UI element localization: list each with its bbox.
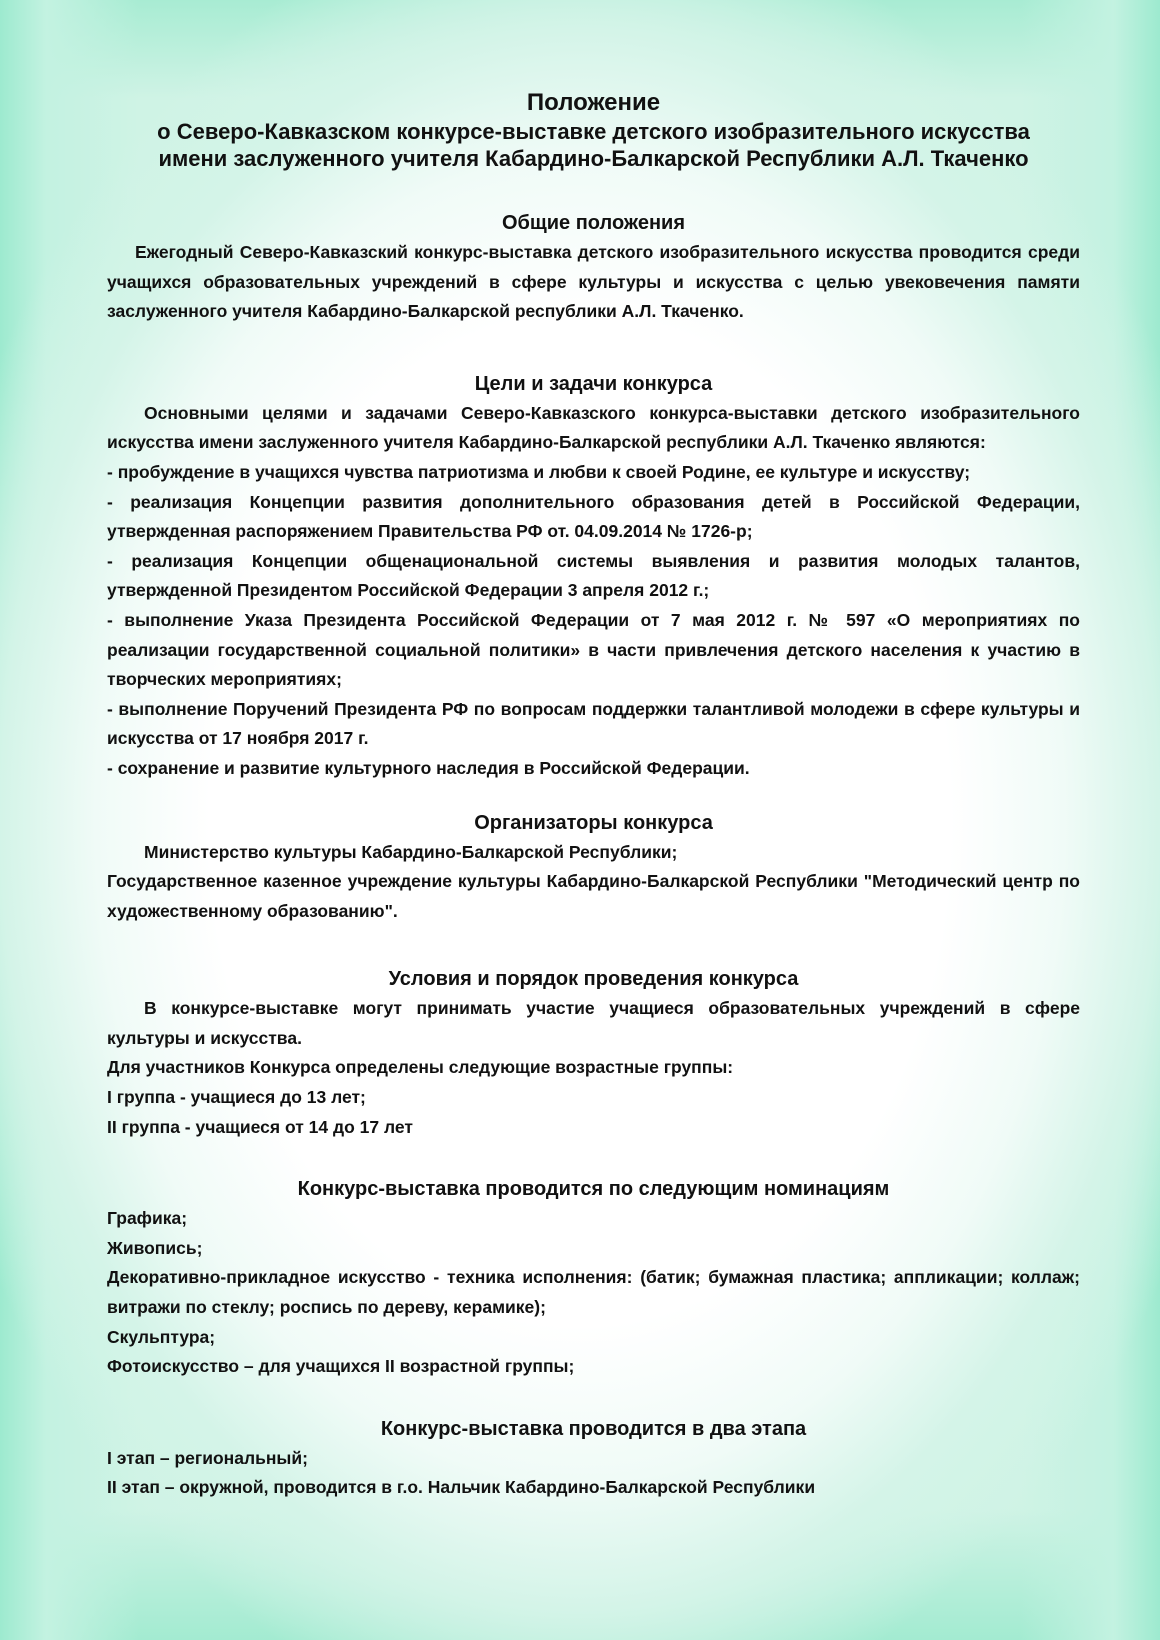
age-group-1: I группа - учащиеся до 13 лет; xyxy=(107,1087,366,1108)
organizers-line-1: Министерство культуры Кабардино-Балкарской Республики; xyxy=(144,841,678,862)
section-nominations xyxy=(107,1174,1080,1382)
goals-intro: Основными целями и задачами Северо-Кавказского конкурса-выставки детского изобразительного искусства имени заслуженного учителя Кабардино-Балкарской республики А.Л. Ткаченко являются: xyxy=(107,402,1080,453)
section-goals xyxy=(107,369,1080,784)
section-general xyxy=(107,208,1080,327)
document-subtitle-line-2: имени заслуженного учителя Кабардино-Балкарской Республики А.Л. Ткаченко xyxy=(158,146,1029,171)
section-organizers xyxy=(107,808,1080,927)
organizers-line-2: Государственное казенное учреждение культуры Кабардино-Балкарской Республики "Методический центр по художественному образованию". xyxy=(107,871,1080,921)
goals-item: - выполнение Указа Президента Российской Федерации от 7 мая 2012 г. № 597 «О мероприятиях по реализации государственной социальной политики» в части привлечения детского населения к участию в творческих мероприятиях; xyxy=(107,609,1080,690)
section-heading-nominations: Конкурс-выставка проводится по следующим номинациям xyxy=(297,1178,890,1201)
document-title: Положение xyxy=(526,89,661,116)
conditions-text: В конкурсе-выставке могут принимать участие учащиеся образовательных учреждений в сфере культуры и искусства. xyxy=(107,998,1080,1048)
section-conditions xyxy=(107,964,1080,1142)
section-heading-goals: Цели и задачи конкурса xyxy=(474,372,713,395)
goals-item: - сохранение и развитие культурного наследия в Российской Федерации. xyxy=(107,757,750,778)
section-heading-general: Общие положения xyxy=(501,212,686,234)
goals-item: - реализация Концепции развития дополнительного образования детей в Российской Федерации, утвержденная распоряжением Правительства РФ от. 04.09.2014 № 1726-р; xyxy=(107,491,1080,542)
section-heading-organizers: Организаторы конкурса xyxy=(474,811,713,834)
section-heading-stages: Конкурс-выставка проводится в два этапа xyxy=(380,1417,807,1440)
nomination-item: Декоративно-прикладное искусство - техника исполнения: (батик; бумажная пластика; аппликации; коллаж; витражи по стеклу; роспись по дереву, керамике); xyxy=(107,1267,1080,1318)
document-header xyxy=(77,88,1110,172)
nomination-item: Фотоискусство – для учащихся II возрастной группы; xyxy=(107,1356,575,1377)
goals-item: - пробуждение в учащихся чувства патриотизма и любви к своей Родине, ее культуре и искусству; xyxy=(107,461,971,482)
stage-2: II этап – окружной, проводится в г.о. Нальчик Кабардино-Балкарской Республики xyxy=(107,1477,816,1498)
goals-item: - выполнение Поручений Президента РФ по вопросам поддержки талантливой молодежи в сфере культуры и искусства от 17 ноября 2017 г. xyxy=(107,698,1080,749)
document xyxy=(107,88,1080,1503)
nomination-item: Графика; xyxy=(107,1208,188,1229)
general-text: Ежегодный Северо-Кавказский конкурс-выставка детского изобразительного искусства проводится среди учащихся образовательных учреждений в сфере культуры и искусства с целью увековечения памяти заслуженного учителя Кабардино-Балкарской республики А.Л. Ткаченко. xyxy=(107,242,1080,322)
stage-1: I этап – региональный; xyxy=(107,1447,308,1468)
nomination-item: Живопись; xyxy=(107,1237,203,1258)
section-heading-conditions: Условия и порядок проведения конкурса xyxy=(388,968,799,991)
age-groups-intro: Для участников Конкурса определены следующие возрастные группы: xyxy=(107,1057,734,1078)
nomination-item: Скульптура; xyxy=(107,1326,216,1347)
goals-item: - реализация Концепции общенациональной системы выявления и развития молодых талантов, утвержденной Президентом Российской Федерации 3 апреля 2012 г.; xyxy=(107,550,1080,601)
document-subtitle-line-1: о Северо-Кавказском конкурсе-выставке детского изобразительного искусства xyxy=(157,119,1030,144)
section-stages xyxy=(107,1414,1080,1503)
age-group-2: II группа - учащиеся от 14 до 17 лет xyxy=(107,1116,413,1137)
